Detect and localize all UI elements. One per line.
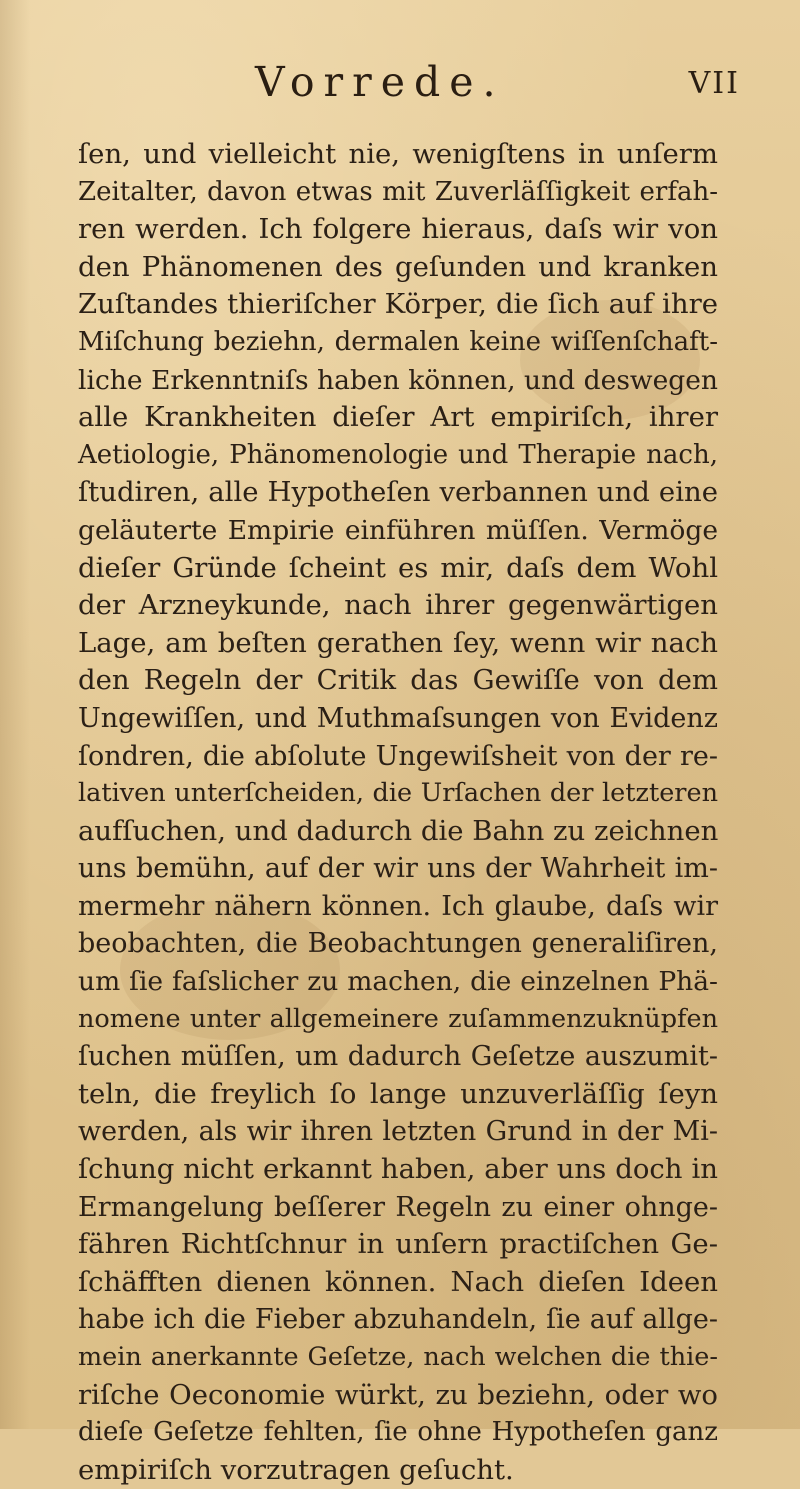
text-line: aufſuchen, und dadurch die Bahn zu zeichnen xyxy=(78,814,719,847)
text-line: Zuſtandes thieriſcher Körper, die ſich auf ihre xyxy=(78,288,718,321)
text-line: ſen, und vielleicht nie, wenigſtens in unſerm xyxy=(78,138,718,170)
text-line: Lage, am beſten gerathen ſey, wenn wir nach xyxy=(78,626,718,659)
text-line: mein anerkannte Geſetze, nach welchen die thie- xyxy=(78,1342,718,1372)
text-line: Zeitalter, davon etwas mit Zuverläſſigkeit erfah- xyxy=(78,176,718,207)
text-line: um ſie faſslicher zu machen, die einzelnen Phä- xyxy=(78,966,718,998)
text-line: ſondren, die abſolute Ungewiſsheit von der re- xyxy=(78,740,718,772)
text-line: uns bemühn, auf der wir uns der Wahrheit im- xyxy=(78,853,718,885)
text-line: alle Krankheiten dieſer Art empiriſch, ihrer xyxy=(78,401,718,434)
text-line: empiriſch vorzutragen geſucht. xyxy=(78,1453,514,1486)
running-head xyxy=(0,58,800,114)
running-title: Vorrede. xyxy=(255,58,505,106)
text-line: nomene unter allgemeinere zuſammenzuknüpfen xyxy=(78,1003,718,1034)
page-number: VII xyxy=(688,66,740,101)
text-line: ſchung nicht erkannt haben, aber uns doch in xyxy=(78,1153,718,1186)
text-line: den Phänomenen des geſunden und kranken xyxy=(78,250,718,283)
text-line: fähren Richtſchnur in unſern practiſchen Ge- xyxy=(78,1228,718,1261)
text-line: riſche Oeconomie würkt, zu beziehn, oder wo xyxy=(78,1378,718,1411)
text-line: Miſchung beziehn, dermalen keine wiſſenſchaft- xyxy=(78,326,718,357)
text-line: werden, als wir ihren letzten Grund in der Mi- xyxy=(78,1116,718,1148)
text-line: lativen unterſcheiden, die Urſachen der letzteren xyxy=(78,778,718,809)
text-line: Ermangelung beſſerer Regeln zu einer ohnge- xyxy=(78,1191,718,1223)
text-line: den Regeln der Critik das Gewiſſe von dem xyxy=(78,664,718,697)
text-line: ſchäfften dienen können. Nach dieſen Ideen xyxy=(78,1265,718,1298)
text-line: Ungewiſſen, und Muthmaſsungen von Evidenz xyxy=(78,702,718,734)
text-line: ſuchen müſſen, um dadurch Geſetze auszumit- xyxy=(78,1041,718,1073)
text-line: Aetiologie, Phänomenologie und Therapie nach, xyxy=(78,439,718,470)
text-line: dieſer Gründe ſcheint es mir, daſs dem Wohl xyxy=(78,551,718,584)
text-line: der Arzneykunde, nach ihrer gegenwärtigen xyxy=(78,589,718,622)
text-line: dieſe Geſetze fehlten, ſie ohne Hypotheſen ganz xyxy=(78,1417,718,1448)
text-line: ren werden. Ich folgere hieraus, daſs wir von xyxy=(78,213,718,246)
text-line: beobachten, die Beobachtungen generaliſiren, xyxy=(78,928,718,960)
text-line: habe ich die Fieber abzuhandeln, ſie auf allge- xyxy=(78,1304,718,1336)
text-line: geläuterte Empirie einführen müſſen. Vermöge xyxy=(78,514,718,546)
text-line: teln, die freylich ſo lange unzuverläſſig ſeyn xyxy=(78,1077,718,1110)
body-text xyxy=(78,136,718,1489)
text-line: mermehr nähern können. Ich glaube, daſs wir xyxy=(78,890,718,922)
text-line: liche Erkenntniſs haben können, und deswegen xyxy=(78,364,718,396)
text-line: ſtudiren, alle Hypotheſen verbannen und eine xyxy=(78,476,718,509)
